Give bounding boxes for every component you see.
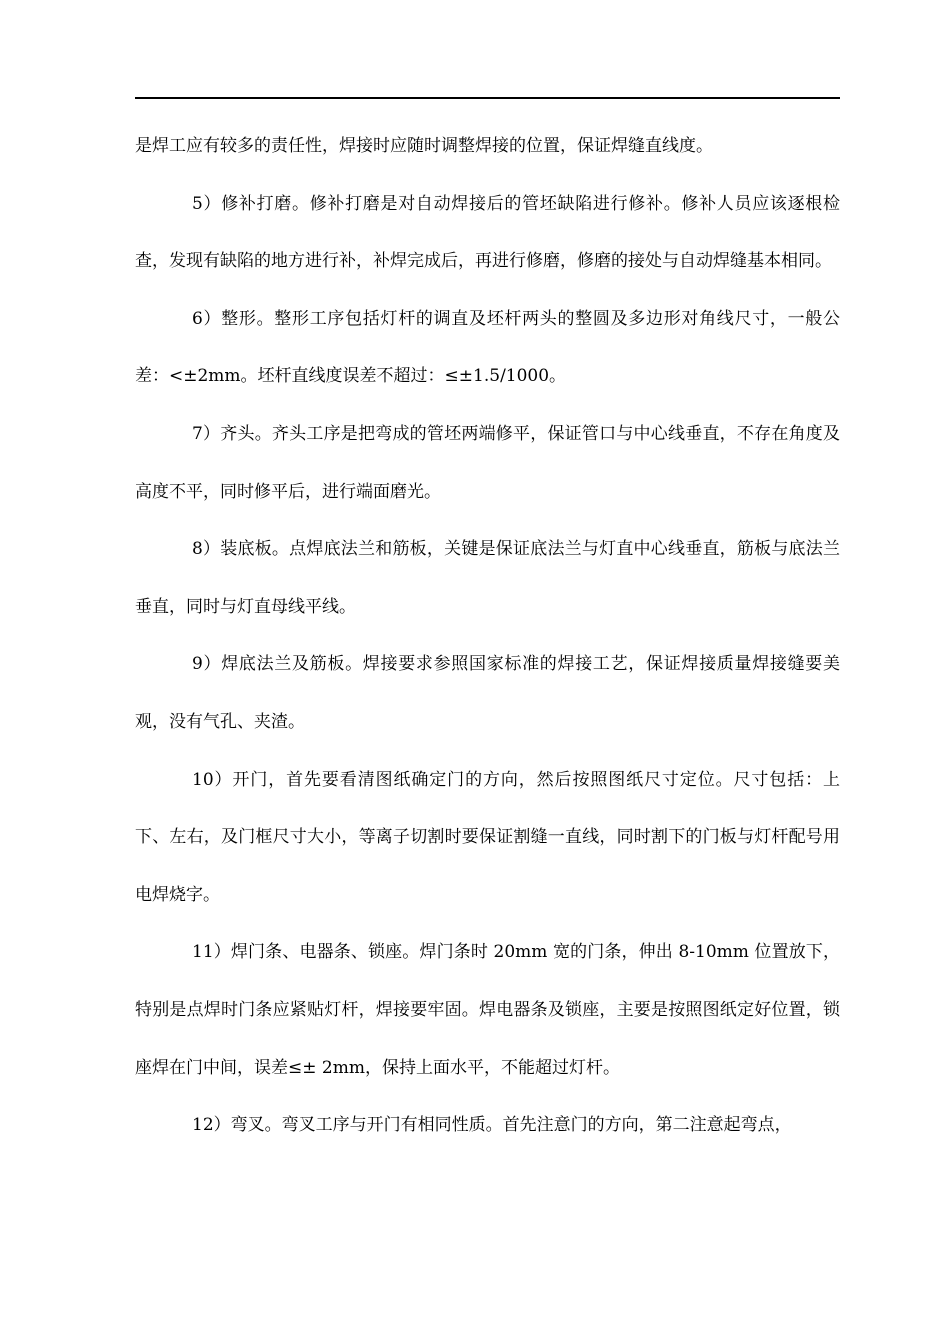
paragraph-step-9: 9）焊底法兰及筋板。焊接要求参照国家标准的焊接工艺，保证焊接质量焊接缝要美观，没有气孔、夹渣。	[135, 654, 840, 732]
paragraph-step-10: 10）开门，首先要看清图纸确定门的方向，然后按照图纸尺寸定位。尺寸包括：上下、左右，及门框尺寸大小，等离子切割时要保证割缝一直线，同时割下的门板与灯杆配号用电焊烧字。	[135, 769, 840, 905]
paragraph-step-6: 6）整形。整形工序包括灯杆的调直及坯杆两头的整圆及多边形对角线尺寸，一般公差：<±2mm。坯杆直线度误差不超过：≤±1.5/1000。	[135, 308, 840, 387]
paragraph-step-11: 11）焊门条、电器条、锁座。焊门条时 20mm 宽的门条，伸出 8-10mm 位置放下，特别是点焊时门条应紧贴灯杆，焊接要牢固。焊电器条及锁座，主要是按照图纸定好位置，锁座焊在门中间，误差≤± 2mm，保持上面水平，不能超过灯杆。	[135, 942, 840, 1078]
paragraph-step-7: 7）齐头。齐头工序是把弯成的管坯两端修平，保证管口与中心线垂直，不存在角度及高度不平，同时修平后，进行端面磨光。	[135, 423, 840, 502]
paragraph-step-5: 5）修补打磨。修补打磨是对自动焊接后的管坯缺陷进行修补。修补人员应该逐根检查，发现有缺陷的地方进行补，补焊完成后，再进行修磨，修磨的接处与自动焊缝基本相同。	[135, 193, 840, 272]
paragraph-step-12: 12）弯叉。弯叉工序与开门有相同性质。首先注意门的方向，第二注意起弯点，	[192, 1115, 792, 1136]
document-body	[135, 118, 840, 1155]
paragraph-step-8: 8）装底板。点焊底法兰和筋板，关键是保证底法兰与灯直中心线垂直，筋板与底法兰垂直，同时与灯直母线平线。	[135, 539, 840, 617]
paragraph-continuation: 是焊工应有较多的责任性，焊接时应随时调整焊接的位置，保证焊缝直线度。	[135, 136, 713, 156]
header-rule	[135, 97, 840, 99]
